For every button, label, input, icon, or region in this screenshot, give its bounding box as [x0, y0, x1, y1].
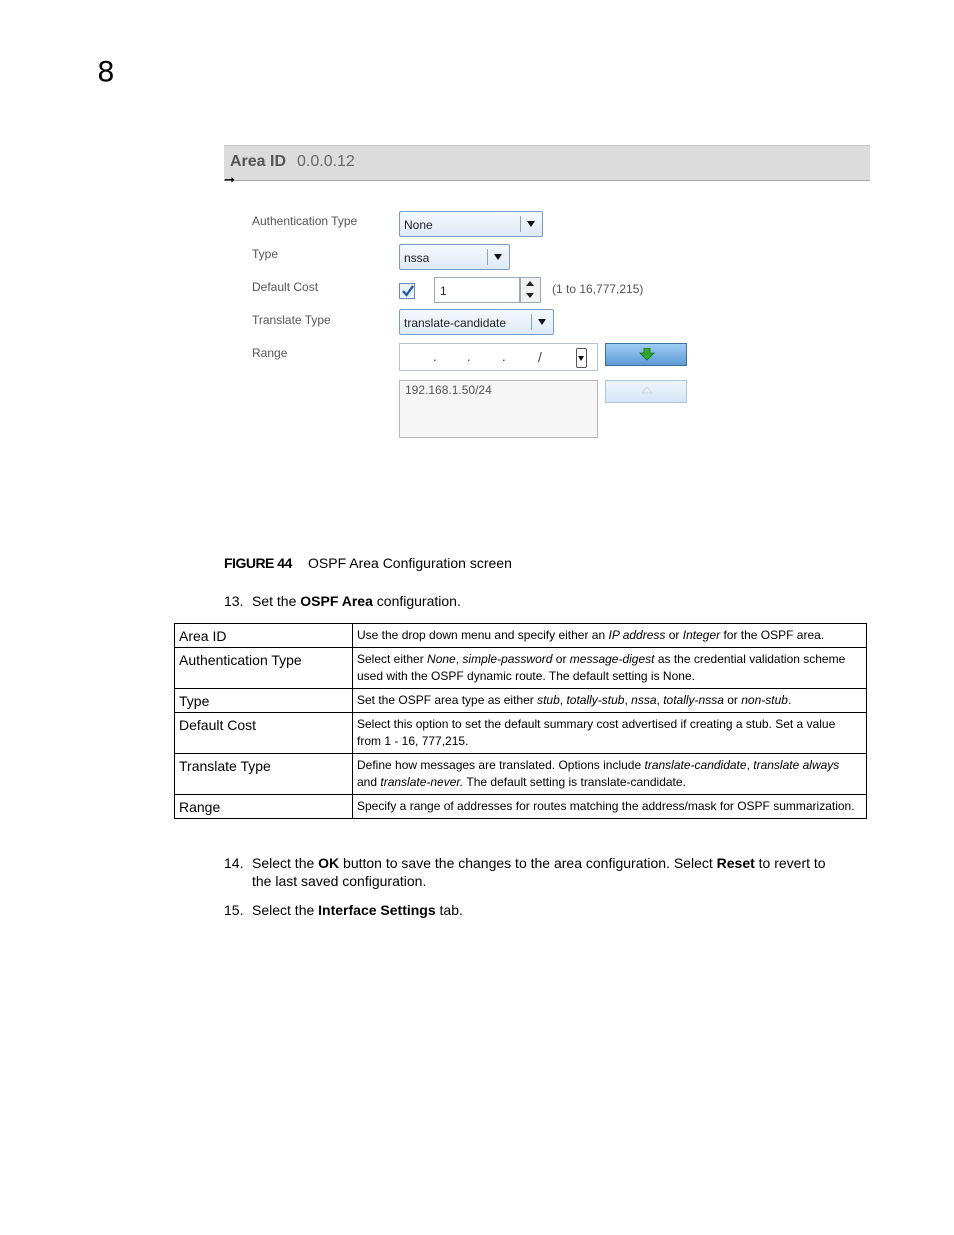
- parameter-description: [353, 689, 867, 713]
- ui-term: OSPF Area: [300, 593, 373, 609]
- step-text: button to save the changes to the area configuration. Select: [339, 855, 717, 871]
- description-text: or: [552, 652, 570, 666]
- emphasized-term: non-stub: [741, 693, 788, 707]
- chapter-number: 8: [97, 55, 115, 88]
- checkmark-icon: [401, 284, 415, 298]
- table-row: [175, 795, 867, 819]
- description-text: Select this option to set the default summary cost advertised if creating a stub. Set a value from 1 - 16, 777,215.: [357, 717, 836, 748]
- description-text: Specify a range of addresses for routes matching the address/mask for OSPF summarization.: [357, 799, 855, 813]
- parameter-name: Type: [175, 689, 353, 713]
- select-divider: [531, 314, 532, 330]
- emphasized-term: totally-nssa: [663, 693, 724, 707]
- parameter-name: Translate Type: [175, 754, 353, 795]
- arrow-icon: ➞: [224, 172, 235, 187]
- emphasized-term: simple-password: [462, 652, 553, 666]
- select-divider: [487, 249, 488, 265]
- parameter-description: [353, 624, 867, 648]
- emphasized-term: message-digest: [569, 652, 655, 666]
- default-cost-input[interactable]: [434, 277, 520, 303]
- add-range-button[interactable]: [605, 343, 687, 366]
- range-list[interactable]: [399, 380, 598, 438]
- spin-down-icon[interactable]: [526, 293, 534, 298]
- description-text: Select either: [357, 652, 428, 666]
- select-divider: [520, 216, 521, 232]
- translate-type-label: Translate Type: [252, 313, 331, 327]
- type-label: Type: [252, 247, 279, 261]
- parameter-name: Area ID: [175, 624, 353, 648]
- step-number: 13.: [224, 593, 244, 609]
- emphasized-term: IP address: [608, 628, 666, 642]
- table-row: [175, 648, 867, 689]
- ui-term: Reset: [716, 855, 755, 871]
- figure-caption: [224, 555, 512, 571]
- default-cost-checkbox[interactable]: [399, 283, 415, 299]
- ip-dot: .: [502, 349, 506, 364]
- parameter-name: Authentication Type: [175, 648, 353, 689]
- step-13: [224, 592, 461, 611]
- step-15: [224, 901, 463, 920]
- parameter-description: [353, 795, 867, 819]
- description-text: ,: [559, 693, 567, 707]
- chevron-down-icon: [494, 254, 502, 260]
- remove-range-button[interactable]: [605, 380, 687, 403]
- parameter-table: [174, 623, 867, 819]
- range-ip-input[interactable]: [399, 343, 598, 371]
- default-cost-label: Default Cost: [252, 280, 319, 294]
- description-text: The default setting is translate-candidate.: [463, 775, 686, 789]
- ui-term: OK: [318, 855, 340, 871]
- ospf-area-screenshot: [224, 145, 870, 445]
- description-text: ,: [746, 758, 754, 772]
- up-arrow-icon: [639, 385, 655, 398]
- translate-type-value: translate-candidate: [404, 316, 507, 330]
- translate-type-select[interactable]: [399, 309, 554, 335]
- description-text: Set the OSPF area type as either: [357, 693, 538, 707]
- step-text: Set the: [252, 593, 301, 609]
- table-row: [175, 754, 867, 795]
- chevron-down-icon: [578, 356, 584, 361]
- description-text: as the credential validation scheme used with the OSPF dynamic route. The default setting is None.: [357, 652, 846, 683]
- area-id-label: Area ID: [230, 153, 287, 170]
- parameter-description: [353, 754, 867, 795]
- ip-dot: .: [433, 349, 437, 364]
- table-row: [175, 689, 867, 713]
- parameter-description: [353, 713, 867, 754]
- area-id-value: 0.0.0.12: [297, 153, 355, 170]
- description-text: for the OSPF area.: [720, 628, 825, 642]
- emphasized-term: translate always: [753, 758, 840, 772]
- authentication-type-value: None: [404, 218, 433, 232]
- parameter-description: [353, 648, 867, 689]
- spin-up-icon[interactable]: [526, 281, 534, 286]
- step-text: configuration.: [372, 593, 461, 609]
- step-number: 15.: [224, 902, 244, 918]
- emphasized-term: translate-candidate: [644, 758, 747, 772]
- step-14-continued: the last saved configuration.: [252, 873, 427, 889]
- description-text: and: [357, 775, 381, 789]
- default-cost-stepper[interactable]: [520, 277, 541, 303]
- description-text: Use the drop down menu and specify either an: [357, 628, 609, 642]
- emphasized-term: translate-never.: [380, 775, 464, 789]
- emphasized-term: None: [427, 652, 456, 666]
- mask-dropdown[interactable]: [576, 348, 587, 368]
- step-text: Select the: [252, 855, 319, 871]
- authentication-type-select[interactable]: [399, 211, 543, 237]
- emphasized-term: nssa: [631, 693, 657, 707]
- description-text: ,: [455, 652, 463, 666]
- default-cost-value: 1: [440, 284, 447, 298]
- step-text: to revert to: [754, 855, 826, 871]
- range-label: Range: [252, 346, 288, 360]
- step-number: 14.: [224, 855, 244, 871]
- area-id-header: [224, 145, 870, 181]
- chevron-down-icon: [527, 221, 535, 227]
- figure-title: OSPF Area Configuration screen: [308, 555, 512, 571]
- chevron-down-icon: [538, 319, 546, 325]
- table-row: [175, 624, 867, 648]
- default-cost-range-hint: (1 to 16,777,215): [552, 282, 644, 296]
- description-text: Define how messages are translated. Options include: [357, 758, 645, 772]
- green-down-arrow-icon: [639, 348, 655, 361]
- type-value: nssa: [404, 251, 430, 265]
- description-text: ,: [624, 693, 632, 707]
- parameter-name: Default Cost: [175, 713, 353, 754]
- figure-label: FIGURE 44: [224, 555, 292, 571]
- description-text: or: [723, 693, 742, 707]
- description-text: .: [787, 693, 792, 707]
- step-text: tab.: [435, 902, 463, 918]
- description-text: or: [665, 628, 683, 642]
- emphasized-term: Integer: [682, 628, 721, 642]
- ip-slash: /: [538, 349, 542, 365]
- table-row: [175, 713, 867, 754]
- emphasized-term: stub: [537, 693, 560, 707]
- step-text: Select the: [252, 902, 319, 918]
- parameter-name: Range: [175, 795, 353, 819]
- type-select[interactable]: [399, 244, 510, 270]
- ui-term: Interface Settings: [318, 902, 436, 918]
- description-text: ,: [656, 693, 664, 707]
- range-list-item[interactable]: 192.168.1.50/24: [405, 383, 492, 397]
- step-14: [224, 854, 826, 873]
- emphasized-term: totally-stub: [566, 693, 625, 707]
- ip-dot: .: [467, 349, 471, 364]
- authentication-type-label: Authentication Type: [252, 214, 358, 228]
